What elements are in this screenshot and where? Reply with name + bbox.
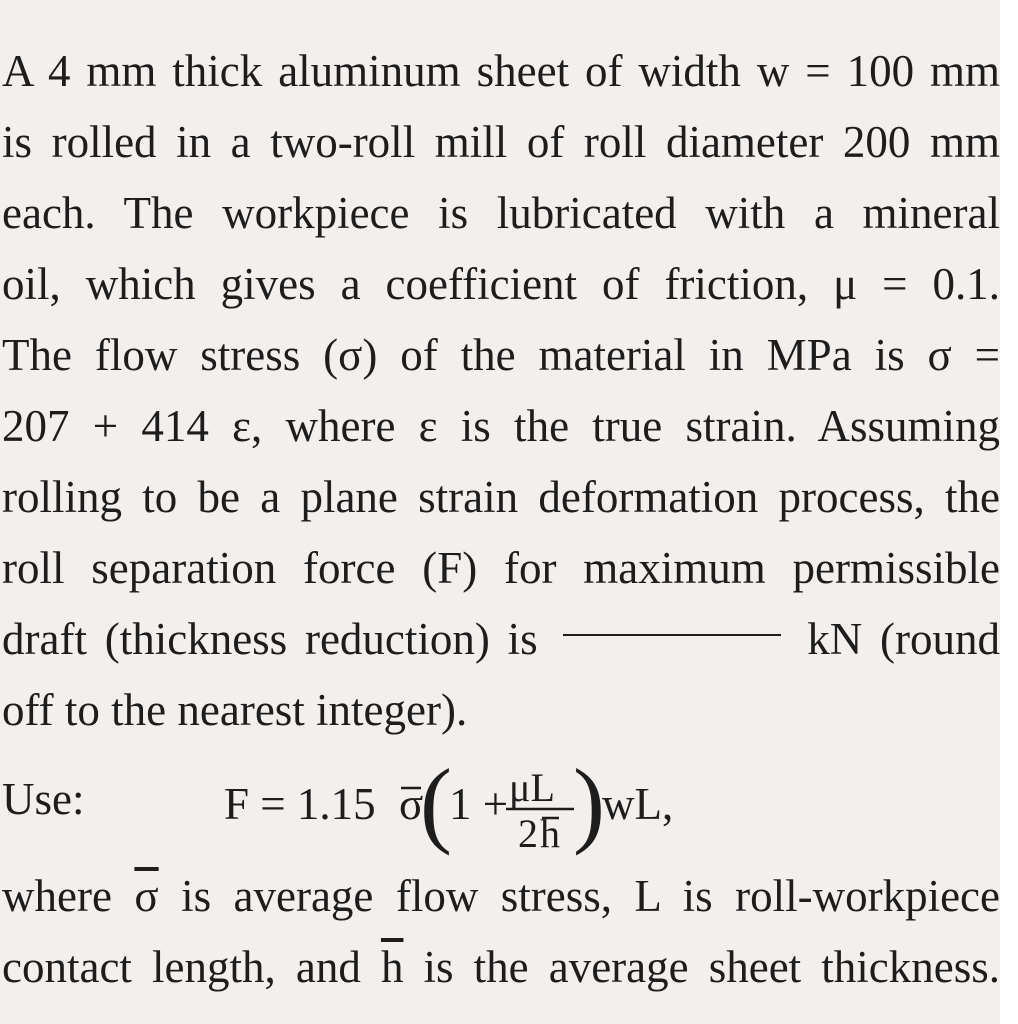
problem-line: oil, which gives a coefficient of friction, μ = 0.1. xyxy=(2,259,1000,309)
problem-line: A 4 mm thick aluminum sheet of width w = 100 mm xyxy=(2,46,1000,96)
closing-where: where xyxy=(2,871,112,921)
answer-prefix: draft (thickness reduction) is xyxy=(2,614,538,664)
use-label: Use: xyxy=(2,774,85,824)
problem-line: rolling to be a plane strain deformation process, the xyxy=(2,472,1000,522)
formula-lhs: F = 1.15 xyxy=(224,779,376,829)
answer-blank xyxy=(563,634,781,636)
formula-close-paren: ) xyxy=(573,749,605,856)
h-bar-symbol: $\overline{h}$ xyxy=(380,942,404,992)
formula-tail: wL, xyxy=(602,779,674,829)
problem-line: is rolled in a two-roll mill of roll diameter 200 mm xyxy=(2,117,1000,167)
answer-suffix: kN (round xyxy=(807,614,1000,664)
closing-line-1 xyxy=(2,861,1000,932)
closing-definition: is average flow stress, L is roll-workpiece xyxy=(181,871,1001,921)
closing-contact: contact length, and xyxy=(2,942,361,992)
problem-line: The flow stress (σ) of the material in MPa is σ = xyxy=(2,330,1000,380)
formula-sigma-bar: σ xyxy=(399,779,424,829)
problem-line: 207 + 414 ε, where ε is the true strain. Assuming xyxy=(2,401,1000,451)
problem-line-answer xyxy=(2,604,1000,675)
closing-thickness: is the average sheet thickness. xyxy=(423,942,1000,992)
formula-denominator-coef: 2 xyxy=(518,811,538,856)
problem-line: each. The workpiece is lubricated with a mineral xyxy=(2,188,1000,238)
problem-line: off to the nearest integer). xyxy=(2,685,468,735)
closing-line-2 xyxy=(2,932,1000,1003)
formula-open-paren: ( xyxy=(420,749,452,856)
formula-one-plus: 1 + xyxy=(449,779,509,829)
use-formula-row xyxy=(2,745,1000,865)
roll-force-formula xyxy=(2,745,1000,865)
formula-denominator-var: h xyxy=(540,811,560,856)
sigma-bar-symbol: $\overline{\sigma}$ xyxy=(134,871,159,921)
problem-line: roll separation force (F) for maximum permissible xyxy=(2,543,1000,593)
formula-numerator: μL xyxy=(509,765,555,810)
